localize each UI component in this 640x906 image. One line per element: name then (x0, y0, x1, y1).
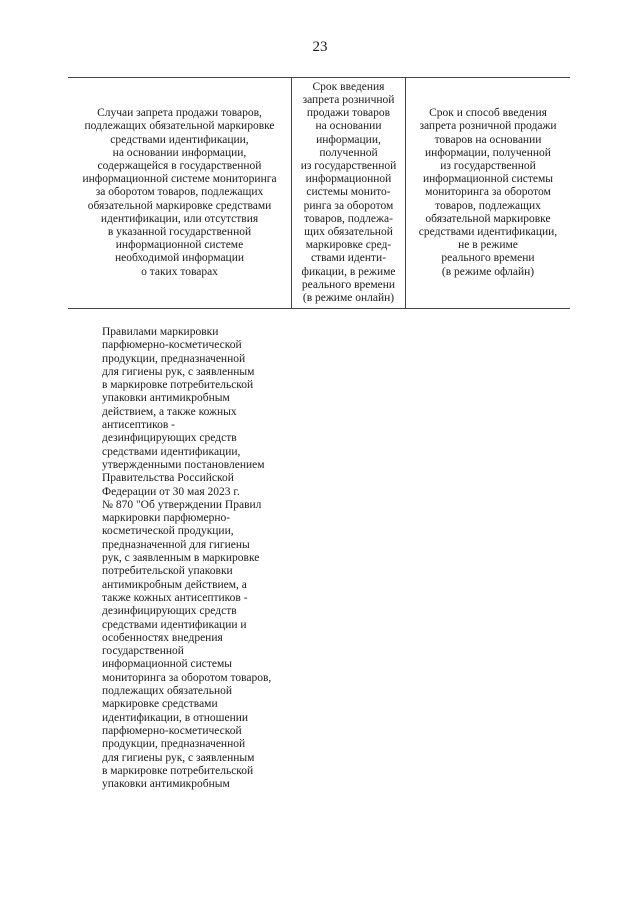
table-cell-rules-text: Правилами маркировки парфюмерно-косметической продукции, предназначенной для гигиены рук, с заявленным в маркировке потребительской упаковки антимикробным действием, а также кожных антисептиков - дезинфицирующих средств средствами идентификации, утвержденными постановлением Правительства Российской Федерации от 30 мая 2023 г. № 870 "Об утверждении Правил маркировки парфюмерно- косметической продукции, предназначенной для гигиены рук, с заявленным в маркировке потребительской упаковки антимикробным действием, а также кожных антисептиков - дезинфицирующих средств средствами идентификации и особенностях внедрения государственной информационной системы мониторинга за оборотом товаров, подлежащих обязательной маркировке средствами идентификации, в отношении парфюмерно-косметической продукции, предназначенной для гигиены рук, с заявленным в маркировке потребительской упаковки антимикробным (102, 326, 272, 791)
column-header-online-deadline: Срок введения запрета розничной продажи товаров на основании информации, полученной из государственной информационной системы монито- ринга за оборотом товаров, подлежа- щих обязательной маркировке сред- ствами иденти- фикации, в режиме реального времени (в режиме онлайн) (300, 80, 397, 305)
page-number: 23 (312, 39, 328, 55)
column-header-offline-deadline: Срок и способ введения запрета розничной продажи товаров на основании информации, полученной из государственной информационной системы мониторинга за оборотом товаров, подлежащих обязательной маркировке средствами идентификации, не в режиме реального времени (в режиме офлайн) (418, 107, 558, 278)
table-column-online-deadline (291, 78, 406, 308)
table-column-offline-deadline (406, 78, 570, 308)
column-header-sale-ban-cases: Случаи запрета продажи товаров, подлежащих обязательной маркировке средствами идентификации, на основании информации, содержащейся в государственной информационной системе мониторинга за оборотом товаров, подлежащих обязательной маркировке средствами идентификации, или отсутствия в указанной государственной информационной системе необходимой информации о таких товарах (82, 107, 277, 278)
table-header (68, 77, 570, 309)
table-column-sale-ban-cases (68, 78, 291, 308)
